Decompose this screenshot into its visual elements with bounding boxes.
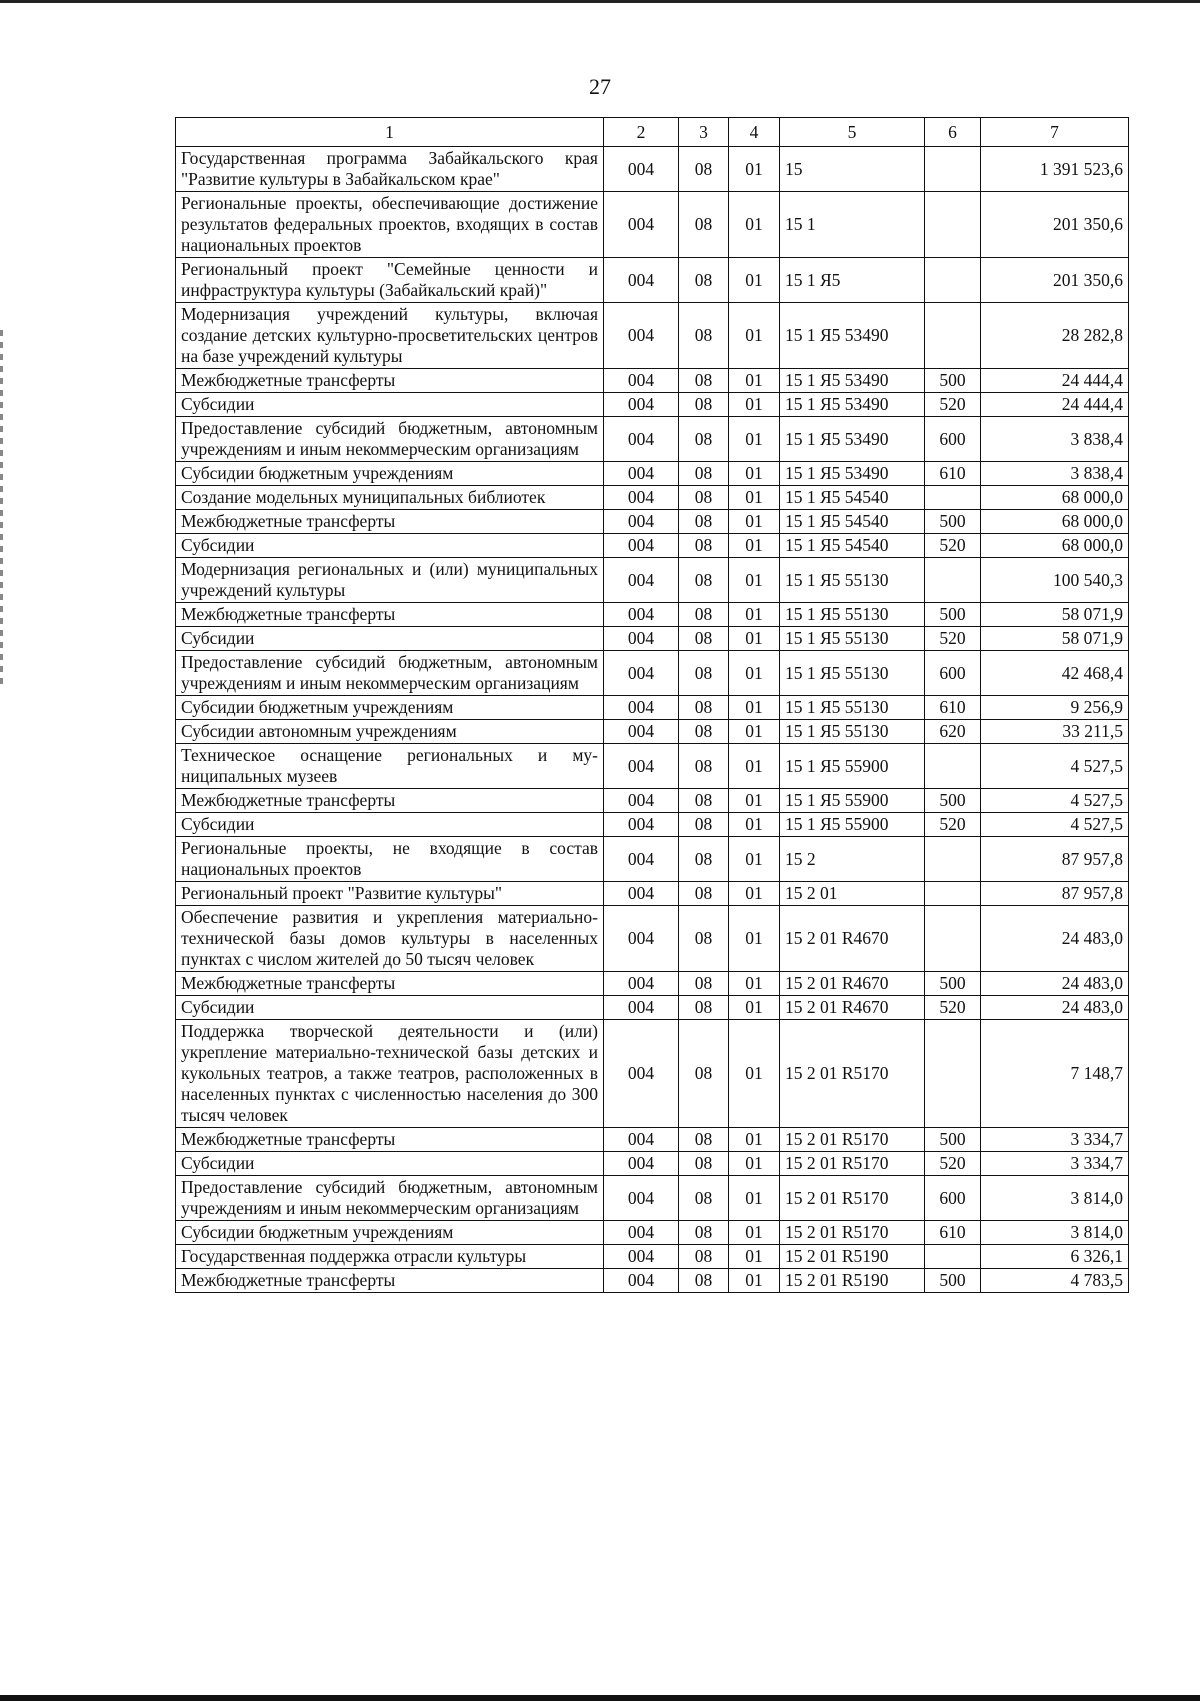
table-row: [176, 627, 1129, 651]
row-admin-code-cell: 004: [604, 603, 679, 627]
row-admin-code-cell: 004: [604, 417, 679, 462]
row-name-cell: Региональные проекты, обеспечивающие достижение результатов федеральных проектов, входящих в состав национальных проектов: [176, 192, 604, 258]
row-subsection-cell: 01: [729, 651, 780, 696]
row-amount-cell: 68 000,0: [981, 486, 1129, 510]
row-name-cell: Субсидии: [176, 1152, 604, 1176]
row-subsection-cell: 01: [729, 813, 780, 837]
row-admin-code-cell: 004: [604, 972, 679, 996]
row-expense-type-cell: [925, 1020, 981, 1128]
row-name-cell: Поддержка творческой деятельности и (или) укрепление материально-технической базы детских и кукольных театров, а также театров, расположенных в населенных пунктах с численностью населения до 300 тысяч человек: [176, 1020, 604, 1128]
row-section-cell: 08: [679, 1020, 729, 1128]
table-row: [176, 603, 1129, 627]
row-subsection-cell: 01: [729, 837, 780, 882]
table-row: [176, 720, 1129, 744]
row-name-cell: Предоставление субсидий бюджетным, автономным учреждениям и иным некоммерческим организациям: [176, 651, 604, 696]
table-row: [176, 486, 1129, 510]
table-row: [176, 651, 1129, 696]
row-admin-code-cell: 004: [604, 303, 679, 369]
row-admin-code-cell: 004: [604, 534, 679, 558]
row-amount-cell: 87 957,8: [981, 882, 1129, 906]
scan-edge-bottom: [0, 1695, 1200, 1701]
row-section-cell: 08: [679, 192, 729, 258]
row-target-code-cell: 15 2 01 R5170: [780, 1128, 925, 1152]
row-target-code-cell: 15 2: [780, 837, 925, 882]
row-target-code-cell: 15 2 01: [780, 882, 925, 906]
column-header: 2: [604, 118, 679, 147]
table-row: [176, 882, 1129, 906]
row-section-cell: 08: [679, 882, 729, 906]
row-amount-cell: 3 838,4: [981, 462, 1129, 486]
row-name-cell: Межбюджетные трансферты: [176, 1128, 604, 1152]
row-section-cell: 08: [679, 789, 729, 813]
row-name-cell: Межбюджетные трансферты: [176, 972, 604, 996]
row-target-code-cell: 15: [780, 147, 925, 192]
row-subsection-cell: 01: [729, 906, 780, 972]
row-section-cell: 08: [679, 972, 729, 996]
row-section-cell: 08: [679, 1176, 729, 1221]
row-amount-cell: 201 350,6: [981, 192, 1129, 258]
table-row: [176, 369, 1129, 393]
row-name-cell: Субсидии: [176, 627, 604, 651]
row-amount-cell: 3 334,7: [981, 1152, 1129, 1176]
row-expense-type-cell: 500: [925, 972, 981, 996]
table-row: [176, 906, 1129, 972]
row-section-cell: 08: [679, 462, 729, 486]
row-amount-cell: 6 326,1: [981, 1245, 1129, 1269]
row-expense-type-cell: 620: [925, 720, 981, 744]
row-expense-type-cell: [925, 1245, 981, 1269]
row-section-cell: 08: [679, 603, 729, 627]
table-row: [176, 1245, 1129, 1269]
table-row: [176, 558, 1129, 603]
row-expense-type-cell: 520: [925, 1152, 981, 1176]
row-section-cell: 08: [679, 906, 729, 972]
row-amount-cell: 4 527,5: [981, 789, 1129, 813]
row-name-cell: Межбюджетные трансферты: [176, 789, 604, 813]
row-amount-cell: 4 527,5: [981, 813, 1129, 837]
row-subsection-cell: 01: [729, 744, 780, 789]
table-row: [176, 996, 1129, 1020]
row-name-cell: Субсидии бюджетным учреждениям: [176, 696, 604, 720]
row-section-cell: 08: [679, 534, 729, 558]
row-expense-type-cell: 500: [925, 510, 981, 534]
row-expense-type-cell: 520: [925, 996, 981, 1020]
row-section-cell: 08: [679, 1269, 729, 1293]
row-subsection-cell: 01: [729, 1152, 780, 1176]
table-row: [176, 417, 1129, 462]
row-name-cell: Межбюджетные трансферты: [176, 369, 604, 393]
row-target-code-cell: 15 2 01 R5190: [780, 1245, 925, 1269]
row-name-cell: Государственная программа Забайкальского края "Развитие культуры в Забайкальском крае": [176, 147, 604, 192]
row-target-code-cell: 15 1 Я5 53490: [780, 417, 925, 462]
row-admin-code-cell: 004: [604, 192, 679, 258]
row-admin-code-cell: 004: [604, 996, 679, 1020]
row-target-code-cell: 15 1: [780, 192, 925, 258]
row-expense-type-cell: [925, 147, 981, 192]
row-expense-type-cell: [925, 882, 981, 906]
table-row: [176, 1269, 1129, 1293]
row-expense-type-cell: 500: [925, 789, 981, 813]
row-subsection-cell: 01: [729, 534, 780, 558]
row-target-code-cell: 15 1 Я5 55130: [780, 603, 925, 627]
table-row: [176, 258, 1129, 303]
row-amount-cell: 24 444,4: [981, 393, 1129, 417]
table-header-row: [176, 118, 1129, 147]
row-section-cell: 08: [679, 627, 729, 651]
row-target-code-cell: 15 1 Я5 54540: [780, 534, 925, 558]
row-section-cell: 08: [679, 696, 729, 720]
row-expense-type-cell: 610: [925, 462, 981, 486]
row-section-cell: 08: [679, 1128, 729, 1152]
row-subsection-cell: 01: [729, 369, 780, 393]
row-amount-cell: 9 256,9: [981, 696, 1129, 720]
row-expense-type-cell: 600: [925, 417, 981, 462]
row-admin-code-cell: 004: [604, 1176, 679, 1221]
row-target-code-cell: 15 2 01 R5170: [780, 1176, 925, 1221]
row-admin-code-cell: 004: [604, 627, 679, 651]
row-admin-code-cell: 004: [604, 651, 679, 696]
row-amount-cell: 68 000,0: [981, 510, 1129, 534]
row-subsection-cell: 01: [729, 417, 780, 462]
column-header: 3: [679, 118, 729, 147]
row-expense-type-cell: 600: [925, 651, 981, 696]
row-subsection-cell: 01: [729, 1245, 780, 1269]
row-name-cell: Межбюджетные трансферты: [176, 510, 604, 534]
row-section-cell: 08: [679, 393, 729, 417]
row-target-code-cell: 15 1 Я5 54540: [780, 486, 925, 510]
table-row: [176, 192, 1129, 258]
row-name-cell: Региональные проекты, не входящие в состав национальных проектов: [176, 837, 604, 882]
row-admin-code-cell: 004: [604, 1152, 679, 1176]
row-expense-type-cell: 520: [925, 393, 981, 417]
table-row: [176, 462, 1129, 486]
row-amount-cell: 4 527,5: [981, 744, 1129, 789]
row-target-code-cell: 15 1 Я5 53490: [780, 303, 925, 369]
row-subsection-cell: 01: [729, 1020, 780, 1128]
row-subsection-cell: 01: [729, 486, 780, 510]
row-subsection-cell: 01: [729, 1221, 780, 1245]
row-amount-cell: 24 444,4: [981, 369, 1129, 393]
row-section-cell: 08: [679, 1152, 729, 1176]
row-name-cell: Государственная поддержка отрасли культуры: [176, 1245, 604, 1269]
row-expense-type-cell: 520: [925, 813, 981, 837]
row-expense-type-cell: 600: [925, 1176, 981, 1221]
row-subsection-cell: 01: [729, 789, 780, 813]
row-target-code-cell: 15 1 Я5 53490: [780, 393, 925, 417]
row-subsection-cell: 01: [729, 303, 780, 369]
row-target-code-cell: 15 1 Я5 53490: [780, 369, 925, 393]
table-row: [176, 972, 1129, 996]
table-row: [176, 534, 1129, 558]
row-admin-code-cell: 004: [604, 486, 679, 510]
row-section-cell: 08: [679, 486, 729, 510]
row-target-code-cell: 15 2 01 R5170: [780, 1221, 925, 1245]
row-expense-type-cell: 500: [925, 369, 981, 393]
row-name-cell: Предоставление субсидий бюджетным, автономным учреждениям и иным некоммерческим организациям: [176, 417, 604, 462]
row-expense-type-cell: [925, 303, 981, 369]
row-admin-code-cell: 004: [604, 744, 679, 789]
row-expense-type-cell: 610: [925, 1221, 981, 1245]
row-admin-code-cell: 004: [604, 369, 679, 393]
row-expense-type-cell: [925, 192, 981, 258]
table-row: [176, 393, 1129, 417]
row-subsection-cell: 01: [729, 258, 780, 303]
table-row: [176, 510, 1129, 534]
row-expense-type-cell: [925, 906, 981, 972]
row-name-cell: Субсидии: [176, 996, 604, 1020]
row-target-code-cell: 15 1 Я5 55130: [780, 651, 925, 696]
table-row: [176, 696, 1129, 720]
row-admin-code-cell: 004: [604, 1245, 679, 1269]
row-subsection-cell: 01: [729, 627, 780, 651]
row-expense-type-cell: 610: [925, 696, 981, 720]
row-amount-cell: 24 483,0: [981, 906, 1129, 972]
row-admin-code-cell: 004: [604, 1221, 679, 1245]
row-section-cell: 08: [679, 996, 729, 1020]
page-number: 27: [589, 74, 611, 99]
row-section-cell: 08: [679, 744, 729, 789]
row-amount-cell: 3 814,0: [981, 1176, 1129, 1221]
row-name-cell: Модернизация региональных и (или) муниципальных учреждений культуры: [176, 558, 604, 603]
row-amount-cell: 1 391 523,6: [981, 147, 1129, 192]
row-subsection-cell: 01: [729, 972, 780, 996]
row-admin-code-cell: 004: [604, 393, 679, 417]
row-subsection-cell: 01: [729, 147, 780, 192]
column-header: 5: [780, 118, 925, 147]
scan-edge-left: [0, 330, 3, 690]
row-section-cell: 08: [679, 558, 729, 603]
row-target-code-cell: 15 2 01 R5190: [780, 1269, 925, 1293]
row-amount-cell: 3 838,4: [981, 417, 1129, 462]
row-expense-type-cell: [925, 744, 981, 789]
row-admin-code-cell: 004: [604, 147, 679, 192]
row-admin-code-cell: 004: [604, 462, 679, 486]
row-name-cell: Создание модельных муниципальных библиотек: [176, 486, 604, 510]
row-expense-type-cell: [925, 558, 981, 603]
row-amount-cell: 3 814,0: [981, 1221, 1129, 1245]
table-row: [176, 1152, 1129, 1176]
row-section-cell: 08: [679, 1221, 729, 1245]
row-subsection-cell: 01: [729, 882, 780, 906]
row-subsection-cell: 01: [729, 720, 780, 744]
table-row: [176, 837, 1129, 882]
row-target-code-cell: 15 1 Я5: [780, 258, 925, 303]
row-target-code-cell: 15 1 Я5 55900: [780, 789, 925, 813]
row-amount-cell: 58 071,9: [981, 627, 1129, 651]
row-expense-type-cell: [925, 837, 981, 882]
row-section-cell: 08: [679, 417, 729, 462]
row-target-code-cell: 15 2 01 R4670: [780, 996, 925, 1020]
table-row: [176, 744, 1129, 789]
table-row: [176, 789, 1129, 813]
row-name-cell: Субсидии: [176, 393, 604, 417]
row-subsection-cell: 01: [729, 462, 780, 486]
row-subsection-cell: 01: [729, 603, 780, 627]
table-row: [176, 147, 1129, 192]
row-target-code-cell: 15 2 01 R4670: [780, 972, 925, 996]
row-amount-cell: 68 000,0: [981, 534, 1129, 558]
row-subsection-cell: 01: [729, 1176, 780, 1221]
row-admin-code-cell: 004: [604, 558, 679, 603]
row-amount-cell: 7 148,7: [981, 1020, 1129, 1128]
row-amount-cell: 100 540,3: [981, 558, 1129, 603]
row-admin-code-cell: 004: [604, 258, 679, 303]
row-expense-type-cell: 520: [925, 627, 981, 651]
row-section-cell: 08: [679, 720, 729, 744]
row-amount-cell: 24 483,0: [981, 996, 1129, 1020]
row-expense-type-cell: 520: [925, 534, 981, 558]
row-target-code-cell: 15 1 Я5 55130: [780, 558, 925, 603]
row-target-code-cell: 15 1 Я5 55900: [780, 813, 925, 837]
row-section-cell: 08: [679, 510, 729, 534]
table-body: [176, 147, 1129, 1293]
row-amount-cell: 24 483,0: [981, 972, 1129, 996]
column-header: 6: [925, 118, 981, 147]
row-target-code-cell: 15 1 Я5 54540: [780, 510, 925, 534]
row-name-cell: Субсидии: [176, 534, 604, 558]
row-admin-code-cell: 004: [604, 837, 679, 882]
row-amount-cell: 33 211,5: [981, 720, 1129, 744]
table-row: [176, 1020, 1129, 1128]
row-target-code-cell: 15 1 Я5 53490: [780, 462, 925, 486]
row-admin-code-cell: 004: [604, 1128, 679, 1152]
row-expense-type-cell: 500: [925, 603, 981, 627]
row-admin-code-cell: 004: [604, 882, 679, 906]
column-header: 7: [981, 118, 1129, 147]
row-name-cell: Субсидии: [176, 813, 604, 837]
row-subsection-cell: 01: [729, 558, 780, 603]
row-subsection-cell: 01: [729, 996, 780, 1020]
row-section-cell: 08: [679, 651, 729, 696]
row-name-cell: Предоставление субсидий бюджетным, автономным учреждениям и иным некоммерческим организациям: [176, 1176, 604, 1221]
row-name-cell: Техническое оснащение региональных и муниципальных музеев: [176, 744, 604, 789]
row-subsection-cell: 01: [729, 393, 780, 417]
row-section-cell: 08: [679, 813, 729, 837]
table-row: [176, 1221, 1129, 1245]
row-admin-code-cell: 004: [604, 510, 679, 534]
row-section-cell: 08: [679, 303, 729, 369]
row-expense-type-cell: 500: [925, 1128, 981, 1152]
row-target-code-cell: 15 2 01 R5170: [780, 1152, 925, 1176]
budget-table: [175, 117, 1129, 1293]
row-target-code-cell: 15 2 01 R4670: [780, 906, 925, 972]
row-amount-cell: 42 468,4: [981, 651, 1129, 696]
row-target-code-cell: 15 1 Я5 55130: [780, 696, 925, 720]
row-name-cell: Обеспечение развития и укрепления материально-технической базы домов культуры в населенных пунктах с числом жителей до 50 тысяч человек: [176, 906, 604, 972]
row-amount-cell: 201 350,6: [981, 258, 1129, 303]
row-target-code-cell: 15 1 Я5 55130: [780, 627, 925, 651]
row-section-cell: 08: [679, 837, 729, 882]
row-name-cell: Модернизация учреждений культуры, включая создание детских культурно-просветительских центров на базе учреждений культуры: [176, 303, 604, 369]
row-section-cell: 08: [679, 258, 729, 303]
row-name-cell: Субсидии бюджетным учреждениям: [176, 1221, 604, 1245]
row-admin-code-cell: 004: [604, 813, 679, 837]
row-admin-code-cell: 004: [604, 1269, 679, 1293]
row-name-cell: Субсидии автономным учреждениям: [176, 720, 604, 744]
row-subsection-cell: 01: [729, 1269, 780, 1293]
row-subsection-cell: 01: [729, 192, 780, 258]
row-name-cell: Межбюджетные трансферты: [176, 603, 604, 627]
row-name-cell: Межбюджетные трансферты: [176, 1269, 604, 1293]
row-amount-cell: 28 282,8: [981, 303, 1129, 369]
row-amount-cell: 58 071,9: [981, 603, 1129, 627]
row-amount-cell: 4 783,5: [981, 1269, 1129, 1293]
table-row: [176, 1128, 1129, 1152]
row-name-cell: Субсидии бюджетным учреждениям: [176, 462, 604, 486]
row-name-cell: Региональный проект "Развитие культуры": [176, 882, 604, 906]
row-name-cell: Региональный проект "Семейные ценности и инфраструктура культуры (Забайкальский край)": [176, 258, 604, 303]
table-row: [176, 303, 1129, 369]
row-target-code-cell: 15 1 Я5 55130: [780, 720, 925, 744]
row-admin-code-cell: 004: [604, 720, 679, 744]
row-target-code-cell: 15 2 01 R5170: [780, 1020, 925, 1128]
row-admin-code-cell: 004: [604, 696, 679, 720]
row-admin-code-cell: 004: [604, 1020, 679, 1128]
column-header: 4: [729, 118, 780, 147]
row-section-cell: 08: [679, 1245, 729, 1269]
table-row: [176, 813, 1129, 837]
scan-edge-top: [0, 0, 1200, 3]
row-subsection-cell: 01: [729, 1128, 780, 1152]
row-admin-code-cell: 004: [604, 906, 679, 972]
row-expense-type-cell: [925, 258, 981, 303]
row-subsection-cell: 01: [729, 510, 780, 534]
table-row: [176, 1176, 1129, 1221]
row-section-cell: 08: [679, 369, 729, 393]
row-admin-code-cell: 004: [604, 789, 679, 813]
row-target-code-cell: 15 1 Я5 55900: [780, 744, 925, 789]
row-expense-type-cell: [925, 486, 981, 510]
column-header: 1: [176, 118, 604, 147]
row-amount-cell: 3 334,7: [981, 1128, 1129, 1152]
row-section-cell: 08: [679, 147, 729, 192]
row-amount-cell: 87 957,8: [981, 837, 1129, 882]
row-subsection-cell: 01: [729, 696, 780, 720]
row-expense-type-cell: 500: [925, 1269, 981, 1293]
